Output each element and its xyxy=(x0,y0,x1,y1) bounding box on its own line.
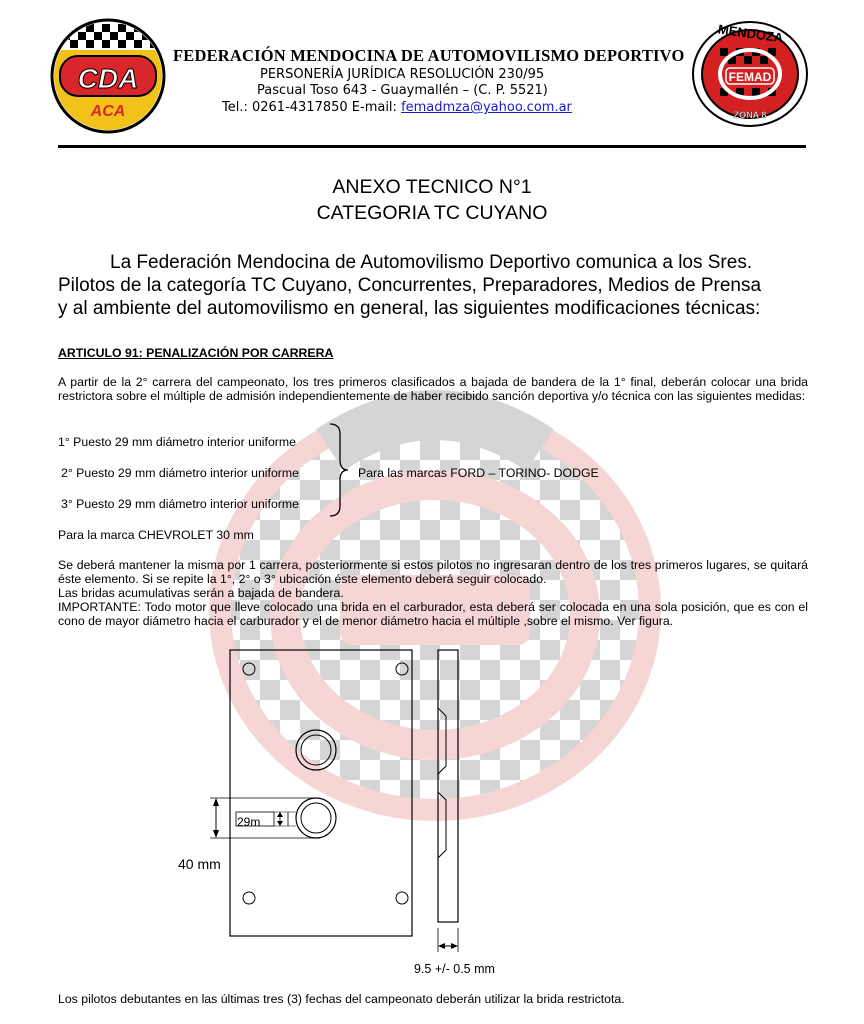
plate-side-view xyxy=(438,650,458,922)
article-paragraph-4: IMPORTANTE: Todo motor que lleve colocado una brida en el carburador, esta deberá ser colocada en una sola posición, que es con el cono de mayor diámetro hacia el carburador y el de menor diámetro hacia el múltiple ,sobre el mismo. Ver figura. xyxy=(58,600,808,628)
bore-outer-label: 40 mm xyxy=(178,856,221,872)
curly-brace xyxy=(326,422,350,518)
lower-bore-inner xyxy=(301,803,331,833)
thickness-label: 9.5 +/- 0.5 mm xyxy=(414,962,495,976)
document-subtitle: CATEGORIA TC CUYANO xyxy=(316,202,548,224)
restrictor-plate-figure xyxy=(170,640,530,980)
plate-front-view xyxy=(230,650,412,936)
svg-text:ZONA 8: ZONA 8 xyxy=(733,110,767,120)
address: Pascual Toso 643 - Guaymallén – (C. P. 5521) xyxy=(257,83,548,98)
article-paragraph-1: A partir de la 2° carrera del campeonato, los tres primeros clasificados a bajada de bandera de la 1° final, deberán colocar una brida restrictora sobre el múltiple de admisión independientemente de haber recibido sanción deportiva y/o técnica con las siguientes medidas: xyxy=(58,375,808,403)
article-paragraph-2: Se deberá mantener la misma por 1 carrera, posteriormente si estos pilotos no ingresaran dentro de los tres primeros lugares, se quitará éste elemento. Si se repite la 1°, 2° o 3° ubicación éste elemento deberá seguir colocado. xyxy=(58,558,808,586)
upper-bore xyxy=(296,730,336,770)
intro-line-3: y al ambiente del automovilismo en general, las siguientes modificaciones técnicas: xyxy=(58,298,761,319)
legal-status: PERSONERÍA JURÍDICA RESOLUCIÓN 230/95 xyxy=(260,67,545,82)
bolt-hole xyxy=(243,892,255,904)
phone: Tel.: 0261-4317850 E-mail: xyxy=(222,100,402,115)
org-name: FEDERACIÓN MENDOCINA DE AUTOMOVILISMO DEPORTIVO xyxy=(173,46,685,65)
contact-line xyxy=(222,100,572,115)
femad-logo xyxy=(690,18,810,128)
document-title: ANEXO TECNICO N°1 xyxy=(332,176,532,198)
email-link[interactable]: femadmza@yahoo.com.ar xyxy=(401,100,572,115)
svg-text:MENDOZA: MENDOZA xyxy=(717,21,785,46)
article-heading-rest: : PENALIZACIÓN POR CARRERA xyxy=(138,346,334,360)
brands-note: Para las marcas FORD – TORINO- DODGE xyxy=(358,466,599,480)
list-item: 2° Puesto 29 mm diámetro interior uniforme xyxy=(61,466,299,480)
intro-line-2: Pilotos de la categoría TC Cuyano, Concurrentes, Preparadores, Medios de Prensa xyxy=(58,275,762,296)
svg-text:FEMAD: FEMAD xyxy=(728,70,772,84)
bolt-hole xyxy=(243,663,255,675)
bore-diameter-label: 29m xyxy=(237,815,261,829)
header-rule xyxy=(58,145,806,148)
list-item: 3° Puesto 29 mm diámetro interior uniforme xyxy=(61,497,299,511)
bolt-hole xyxy=(396,663,408,675)
lower-bore xyxy=(296,798,336,838)
bolt-hole xyxy=(396,892,408,904)
article-heading xyxy=(58,346,333,360)
list-item: 1° Puesto 29 mm diámetro interior uniforme xyxy=(58,435,296,449)
chevrolet-note: Para la marca CHEVROLET 30 mm xyxy=(58,528,254,542)
upper-bore-inner xyxy=(301,735,331,765)
cda-logo xyxy=(50,18,166,134)
article-paragraph-3: Las bridas acumulativas serán a bajada de bandera. xyxy=(58,586,344,600)
svg-text:ACA: ACA xyxy=(90,103,126,120)
intro-line-1: La Federación Mendocina de Automovilismo Deportivo comunica a los Sres. xyxy=(110,252,753,273)
footer-note: Los pilotos debutantes en las últimas tres (3) fechas del campeonato deberán utilizar la brida restrictota. xyxy=(58,992,625,1006)
article-number: ARTICULO 91 xyxy=(58,346,139,360)
svg-text:CDA: CDA xyxy=(77,63,139,94)
